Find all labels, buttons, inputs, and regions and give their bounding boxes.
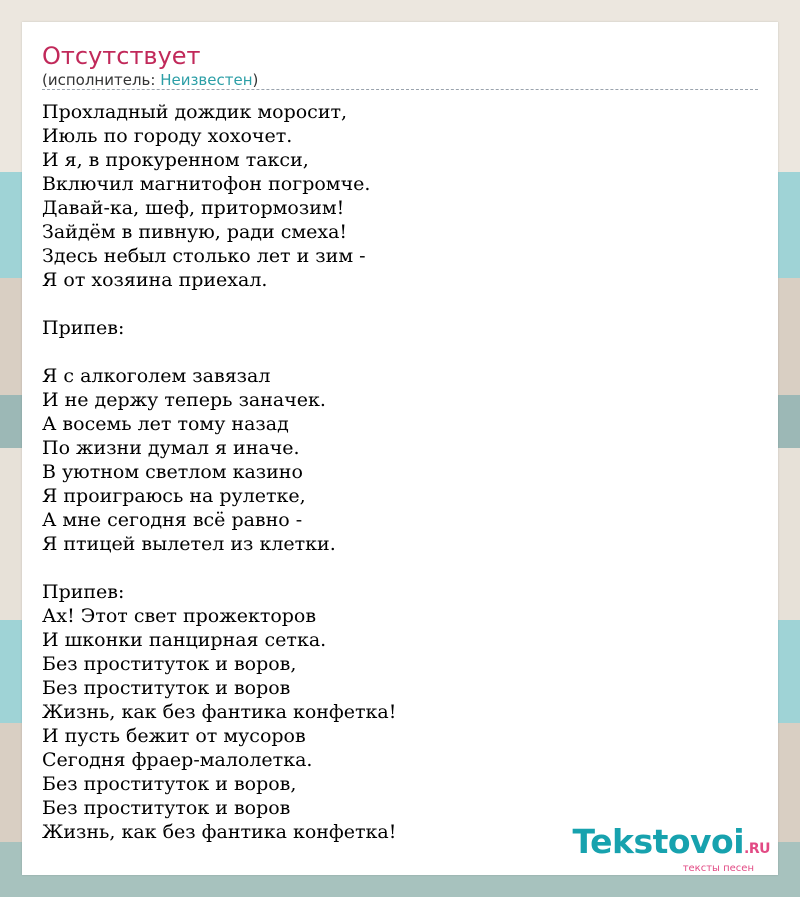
- lyric-line: Жизнь, как без фантика конфетка!: [42, 701, 397, 723]
- lyrics-text: [42, 100, 742, 844]
- lyrics-card: [22, 22, 778, 875]
- lyric-line: Давай-ка, шеф, притормозим!: [42, 197, 345, 219]
- lyric-line: В уютном светлом казино: [42, 461, 303, 483]
- artist-prefix: (исполнитель:: [42, 71, 161, 89]
- logo-tld: .RU: [744, 841, 770, 857]
- lyric-line: Я птицей вылетел из клетки.: [42, 533, 336, 555]
- artist-line: [42, 71, 258, 89]
- lyric-line: [42, 340, 742, 364]
- artist-suffix: ): [252, 71, 259, 89]
- lyric-line: Я проиграюсь на рулетке,: [42, 485, 306, 507]
- lyric-line: Я с алкоголем завязал: [42, 365, 271, 387]
- lyric-line: Ах! Этот свет прожекторов: [42, 605, 317, 627]
- lyric-line: И я, в прокуренном такси,: [42, 149, 309, 171]
- lyric-line: Без проституток и воров,: [42, 653, 297, 675]
- lyric-line: Включил магнитофон погромче.: [42, 173, 371, 195]
- artist-link[interactable]: Неизвестен: [160, 71, 253, 89]
- song-title: Отсутствует: [42, 42, 201, 70]
- lyric-line: Без проституток и воров: [42, 677, 291, 699]
- lyric-line: Без проституток и воров: [42, 797, 291, 819]
- lyric-line: И пусть бежит от мусоров: [42, 725, 306, 747]
- lyric-line: А мне сегодня всё равно -: [42, 509, 303, 531]
- lyric-line: И не держу теперь заначек.: [42, 389, 326, 411]
- site-logo[interactable]: [572, 824, 770, 874]
- lyric-line: [42, 556, 742, 580]
- lyric-line: Припев:: [42, 317, 125, 339]
- lyric-line: Июль по городу хохочет.: [42, 125, 293, 147]
- lyric-line: По жизни думал я иначе.: [42, 437, 300, 459]
- lyric-line: Сегодня фраер-малолетка.: [42, 749, 313, 771]
- title-divider: [42, 89, 758, 90]
- lyric-line: И шконки панцирная сетка.: [42, 629, 327, 651]
- lyric-line: Припев:: [42, 581, 125, 603]
- logo-tagline: тексты песен: [682, 863, 754, 874]
- lyric-line: Без проституток и воров,: [42, 773, 297, 795]
- lyric-line: Зайдём в пивную, ради смеха!: [42, 221, 348, 243]
- lyric-line: Жизнь, как без фантика конфетка!: [42, 821, 397, 843]
- logo-wordmark: [572, 824, 770, 867]
- lyric-line: А восемь лет тому назад: [42, 413, 289, 435]
- lyric-line: [42, 292, 742, 316]
- lyric-line: Я от хозяина приехал.: [42, 269, 268, 291]
- lyric-line: Прохладный дождик моросит,: [42, 101, 348, 123]
- lyric-line: Здесь небыл столько лет и зим -: [42, 245, 366, 267]
- logo-name: Tekstovoi: [572, 822, 745, 861]
